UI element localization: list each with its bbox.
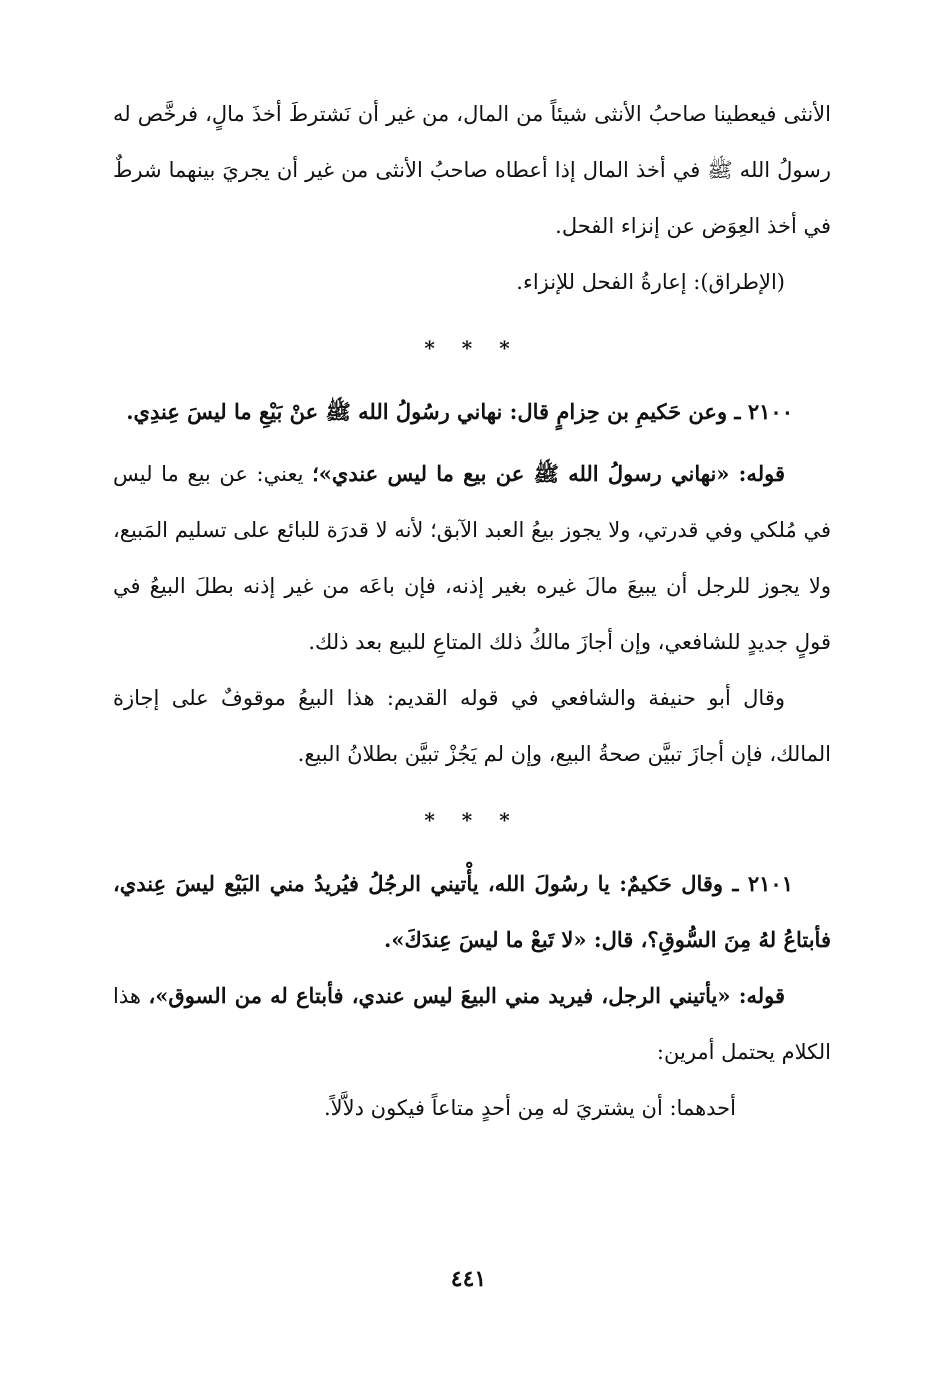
section-divider-stars: * * *	[424, 808, 520, 832]
hadith-2100: ٢١٠٠ ـ وعن حَكيمِ بن حِزامٍ قال: نهاني رسُولُ الله ﷺ عنْ بَيْعِ ما ليسَ عِندِي.	[126, 399, 793, 424]
page-number: ٤٤١	[450, 1266, 487, 1292]
commentary-quote: قوله: «نهاني رسولُ الله ﷺ عن بيع ما ليس عندي»؛	[312, 461, 785, 486]
commentary-quote: قوله: «يأتيني الرجل، فيريد مني البيعَ ليس عندي، فأبتاع له من السوق»،	[148, 983, 785, 1008]
hadith-2101: ٢١٠١ ـ وقال حَكيمٌ: يا رسُولَ الله، يأْتيني الرجُلُ فيُريدُ مني البَيْع ليسَ عِندي، فأبتاعُ لهُ مِنَ السُّوقِ؟، قال: «لا تَبعْ ما ليسَ عِندَكَ».	[113, 871, 831, 952]
commentary-text: يعني: عن بيع ما ليس في مُلكي وفي قدرتي، ولا يجوز بيعُ العبد الآبق؛ لأنه لا قدرَة للبائع على تسليم المَبيع، ولا يجوز للرجل أن يبيعَ مالَ غيره بغير إذنه، فإن باعَه من غير إذنه بطلَ البيعُ في قولٍ جديدٍ للشافعي، وإن أجازَ مالكُ ذلك المتاعِ للبيع بعد ذلك.	[113, 462, 831, 654]
definition-itraq: (الإطراق): إعارةُ الفحل للإنزاء.	[516, 270, 785, 294]
commentary-2100-continued: وقال أبو حنيفة والشافعي في قوله القديم: هذا البيعُ موقوفٌ على إجازة المالك، فإن أجازَ تبيَّن صحةُ البيع، وإن لم يَجُزْ تبيَّن بطلانُ البيع.	[113, 686, 831, 766]
commentary-option-one: أحدهما: أن يشتريَ له مِن أحدٍ متاعاً فيكون دلاَّلاً.	[324, 1096, 736, 1120]
commentary-text: هذا الكلام يحتمل أمرين:	[113, 984, 831, 1064]
page-body	[113, 86, 831, 1136]
section-divider-stars: * * *	[424, 336, 520, 360]
paragraph-continuation: الأنثى فيعطينا صاحبُ الأنثى شيئاً من المال، من غير أن نَشترطَ أخذَ مالٍ، فرخَّص له رسولُ الله ﷺ في أخذ المال إذا أعطاه صاحبُ الأنثى من غير أن يجريَ بينهما شرطٌ في أخذ العِوَض عن إنزاء الفحل.	[113, 102, 831, 238]
commentary-2100	[113, 446, 831, 670]
commentary-2101	[113, 968, 831, 1080]
